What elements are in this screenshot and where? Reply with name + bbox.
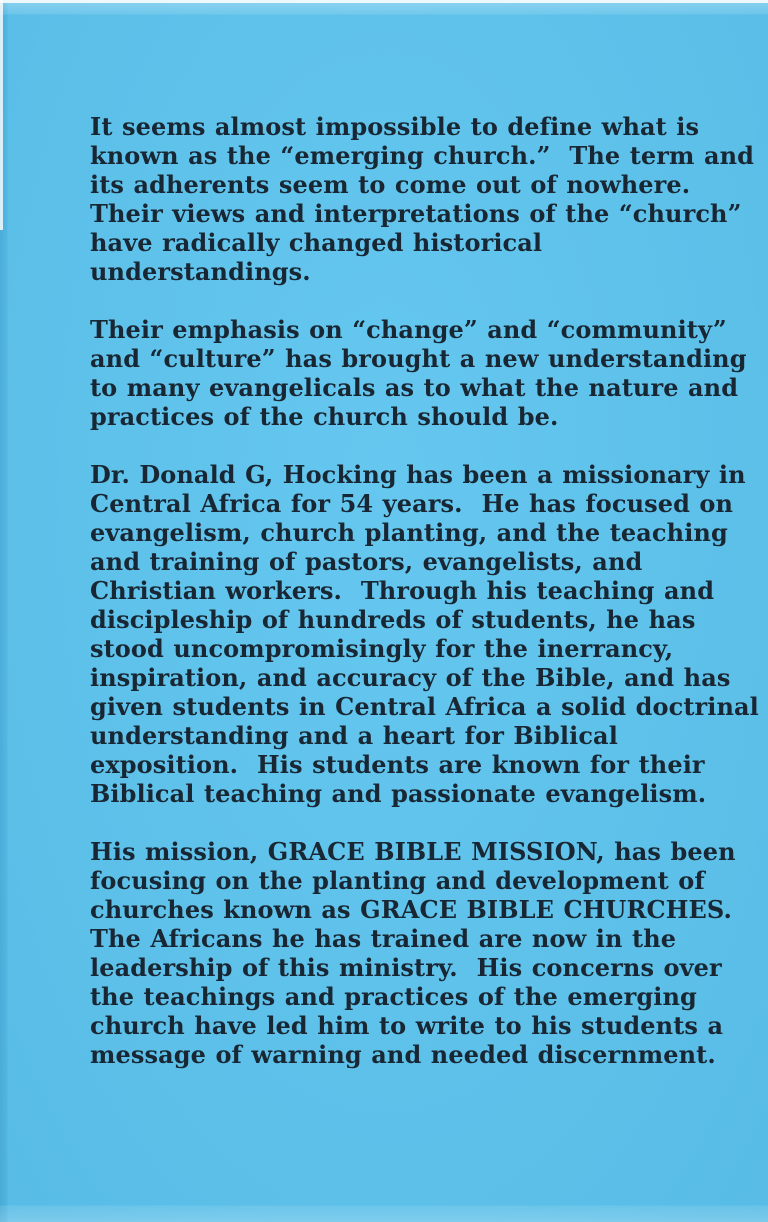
text-line: the teachings and practices of the emerging (90, 982, 697, 1011)
text-line: leadership of this ministry. His concerns over (90, 953, 722, 982)
text-line: to many evangelicals as to what the nature and (90, 373, 739, 402)
text-line: discipleship of hundreds of students, he has (90, 605, 696, 634)
text-line: understanding and a heart for Biblical (90, 721, 618, 750)
paragraph-3 (90, 460, 759, 808)
text-line: and “culture” has brought a new understanding (90, 344, 747, 373)
text-line: The Africans he has trained are now in the (90, 924, 677, 953)
text-line: and training of pastors, evangelists, and (90, 547, 643, 576)
text-line: Dr. Donald G, Hocking has been a missionary in (90, 460, 746, 489)
text-line: known as the “emerging church.” The term and (90, 141, 755, 170)
text-line: It seems almost impossible to define what is (90, 112, 700, 141)
text-line: Their views and interpretations of the “church” (90, 199, 742, 228)
text-line: evangelism, church planting, and the teaching (90, 518, 728, 547)
text-line: Biblical teaching and passionate evangelism. (90, 779, 707, 808)
text-line: Christian workers. Through his teaching and (90, 576, 715, 605)
text-line: Their emphasis on “change” and “community” (90, 315, 727, 344)
text-line: inspiration, and accuracy of the Bible, and has (90, 663, 731, 692)
text-line: Central Africa for 54 years. He has focused on (90, 489, 734, 518)
text-line: exposition. His students are known for their (90, 750, 705, 779)
paragraph-4 (90, 837, 736, 1069)
text-line: churches known as GRACE BIBLE CHURCHES. (90, 895, 732, 924)
text-line: have radically changed historical (90, 228, 543, 257)
text-line: message of warning and needed discernment. (90, 1040, 716, 1069)
text-line: stood uncompromisingly for the inerrancy, (90, 634, 674, 663)
text-line: focusing on the planting and development of (90, 866, 705, 895)
text-line: its adherents seem to come out of nowhere. (90, 170, 691, 199)
text-line: understandings. (90, 257, 311, 286)
back-cover-text (90, 112, 759, 1098)
paragraph-2 (90, 315, 747, 431)
text-line: His mission, GRACE BIBLE MISSION, has been (90, 837, 736, 866)
text-line: church have led him to write to his students a (90, 1011, 724, 1040)
text-line: given students in Central Africa a solid doctrinal (90, 692, 759, 721)
text-line: practices of the church should be. (90, 402, 559, 431)
paragraph-1 (90, 112, 755, 286)
